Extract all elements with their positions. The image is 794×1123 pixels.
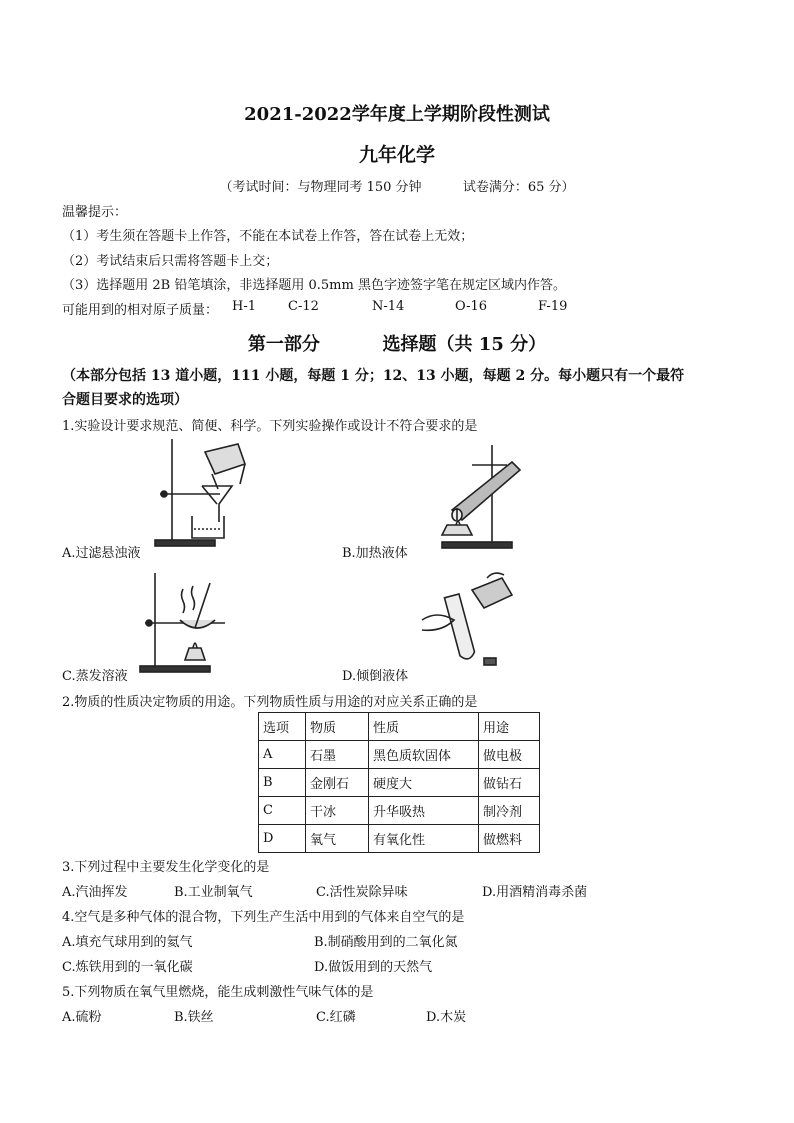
q3-option-a: A.汽油挥发 bbox=[62, 885, 128, 900]
table-cell: 黑色质软固体 bbox=[369, 741, 479, 769]
table-cell: A bbox=[259, 741, 306, 769]
table-row bbox=[259, 797, 540, 825]
table-cell: 做燃料 bbox=[479, 825, 540, 853]
q3-option-b: B.工业制氧气 bbox=[174, 885, 253, 900]
q3-option-c: C.活性炭除异味 bbox=[316, 885, 408, 900]
q4-options-row2 bbox=[62, 956, 762, 976]
table-cell: B bbox=[259, 769, 306, 797]
q5-option-d: D.木炭 bbox=[426, 1010, 467, 1025]
table-cell: C bbox=[259, 797, 306, 825]
atomic-mass-c: C-12 bbox=[288, 299, 319, 314]
table-cell: 做钻石 bbox=[479, 769, 540, 797]
atomic-mass-n: N-14 bbox=[372, 299, 405, 314]
q4-option-b: B.制硝酸用到的二氧化氮 bbox=[314, 935, 458, 950]
exam-info: （考试时间：与物理同考 150 分钟 试卷满分：65 分） bbox=[219, 180, 575, 195]
q4-option-c: C.炼铁用到的一氧化碳 bbox=[62, 960, 193, 975]
q1-option-a: A.过滤悬浊液 bbox=[62, 546, 141, 561]
exam-title: 2021-2022学年度上学期阶段性测试 bbox=[244, 104, 550, 125]
part1-title: 第一部分 选择题（共 15 分） bbox=[247, 334, 547, 355]
part1-desc-line2: 合题目要求的选项） bbox=[62, 392, 188, 408]
table-cell: 硬度大 bbox=[369, 769, 479, 797]
q1-option-c: C.蒸发溶液 bbox=[62, 669, 128, 684]
table-header-cell: 选项 bbox=[259, 713, 306, 741]
table-cell: 石墨 bbox=[306, 741, 369, 769]
table-cell: 氧气 bbox=[306, 825, 369, 853]
notice-heading: 温馨提示： bbox=[62, 205, 128, 220]
notice-item: （2）考试结束后只需将答题卡上交； bbox=[62, 254, 279, 269]
atomic-mass-label: 可能用到的相对原子质量： bbox=[62, 303, 219, 318]
atomic-mass-line bbox=[62, 299, 218, 318]
table-cell: 升华吸热 bbox=[369, 797, 479, 825]
table-row bbox=[259, 741, 540, 769]
atomic-mass-o: O-16 bbox=[455, 299, 488, 314]
pouring-liquid-figure bbox=[412, 570, 522, 670]
q5-stem: 5.下列物质在氧气里燃烧，能生成刺激性气味气体的是 bbox=[62, 985, 374, 1000]
atomic-mass-f: F-19 bbox=[538, 299, 568, 314]
table-header-cell: 物质 bbox=[306, 713, 369, 741]
atomic-mass-h: H-1 bbox=[232, 299, 257, 314]
filtration-apparatus-figure bbox=[150, 434, 250, 549]
table-cell: 金刚石 bbox=[306, 769, 369, 797]
evaporation-apparatus-figure bbox=[135, 568, 240, 678]
q5-options bbox=[62, 1006, 762, 1026]
q1-stem: 1.实验设计要求规范、简便、科学。下列实验操作或设计不符合要求的是 bbox=[62, 419, 478, 434]
heating-liquid-figure bbox=[412, 440, 527, 550]
q3-option-d: D.用酒精消毒杀菌 bbox=[482, 885, 588, 900]
table-cell: D bbox=[259, 825, 306, 853]
q1-option-b: B.加热液体 bbox=[342, 546, 408, 561]
notice-item: （3）选择题用 2B 铅笔填涂，非选择题用 0.5mm 黑色字迹签字笔在规定区域内作答。 bbox=[62, 278, 566, 293]
q4-options-row1 bbox=[62, 931, 762, 951]
table-cell: 干冰 bbox=[306, 797, 369, 825]
table-cell: 制冷剂 bbox=[479, 797, 540, 825]
table-header-row bbox=[259, 713, 540, 741]
table-row bbox=[259, 769, 540, 797]
notice-item: （1）考生须在答题卡上作答，不能在本试卷上作答，答在试卷上无效； bbox=[62, 229, 474, 244]
part1-desc-line1: （本部分包括 13 道小题，111 小题，每题 1 分；12、13 小题，每题 2 分。每小题只有一个最符 bbox=[62, 368, 685, 384]
table-row bbox=[259, 825, 540, 853]
q3-stem: 3.下列过程中主要发生化学变化的是 bbox=[62, 860, 270, 875]
q3-options bbox=[62, 881, 762, 901]
q5-option-a: A.硫粉 bbox=[62, 1010, 102, 1025]
q4-option-d: D.做饭用到的天然气 bbox=[314, 960, 433, 975]
q2-stem: 2.物质的性质决定物质的用途。下列物质性质与用途的对应关系正确的是 bbox=[62, 695, 478, 710]
q4-stem: 4.空气是多种气体的混合物，下列生产生活中用到的气体来自空气的是 bbox=[62, 910, 465, 925]
table-cell: 有氧化性 bbox=[369, 825, 479, 853]
q1-option-d: D.倾倒液体 bbox=[342, 669, 409, 684]
q2-table bbox=[258, 712, 540, 853]
q4-option-a: A.填充气球用到的氦气 bbox=[62, 935, 193, 950]
subject-title: 九年化学 bbox=[358, 144, 435, 166]
table-header-cell: 性质 bbox=[369, 713, 479, 741]
table-cell: 做电极 bbox=[479, 741, 540, 769]
table-header-cell: 用途 bbox=[479, 713, 540, 741]
q5-option-b: B.铁丝 bbox=[174, 1010, 214, 1025]
q5-option-c: C.红磷 bbox=[316, 1010, 356, 1025]
